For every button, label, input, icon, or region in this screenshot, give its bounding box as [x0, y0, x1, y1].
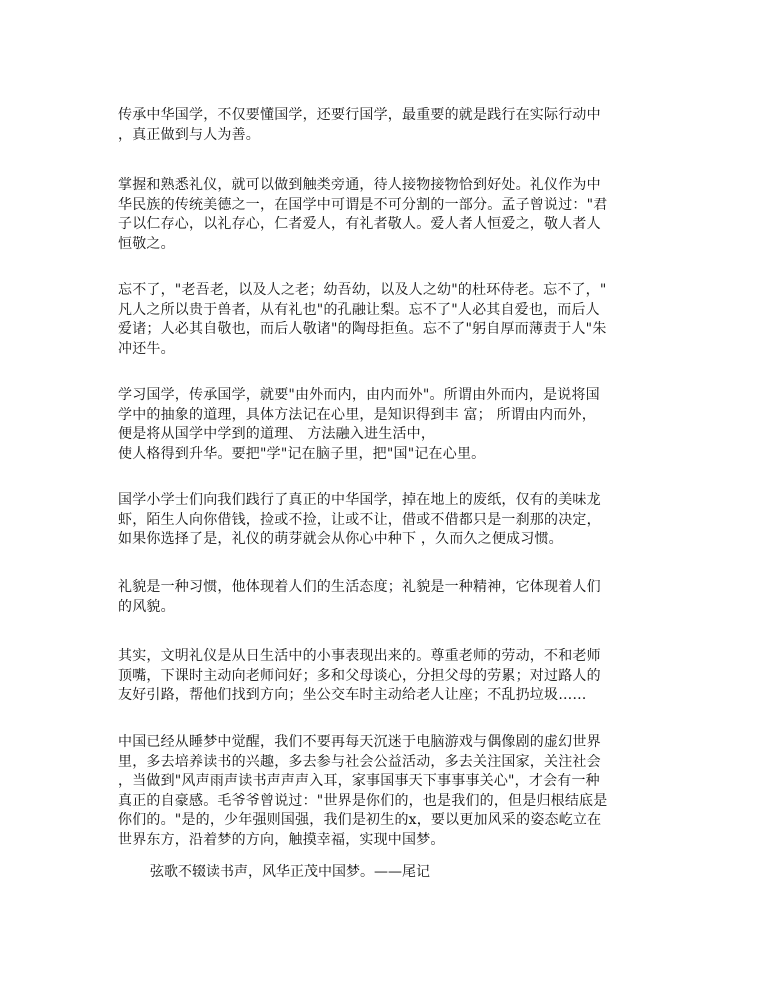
text-line: 其实，文明礼仪是从日生活中的小事表现出来的。尊重老师的劳动，不和老师: [118, 648, 601, 664]
text-line: 礼貌是一种习惯，他体现着人们的生活态度；礼貌是一种精神，它体现着人们: [118, 579, 601, 595]
closing-line: 弦歌不辍读书声，风华正茂中国梦。——尾记: [150, 864, 430, 880]
text-line: ，真正做到与人为善。: [118, 126, 260, 143]
text-line: 学中的抽象的道理，具体方法记在心里，是知识得到丰 富； 所谓由内而外，: [118, 406, 596, 423]
paragraph-3: [118, 281, 663, 359]
text-line: 真正的自豪感。毛爷爷曾说过："世界是你们的，也是我们的，但是归根结底是: [118, 792, 608, 809]
paragraph-5: [118, 491, 663, 550]
text-line: 冲还牛。: [118, 340, 175, 357]
paragraph-8: [118, 733, 663, 850]
text-line: 友好引路，帮他们找到方向；坐公交车时主动给老人让座；不乱扔垃圾……: [118, 687, 587, 703]
text-line: 中国已经从睡梦中觉醒，我们不要再每天沉迷于电脑游戏与偶像剧的虚幻世界: [118, 734, 601, 750]
text-line: 华民族的传统美德之一，在国学中可谓是不可分割的一部分。孟子曾说过："君: [118, 196, 608, 213]
text-line: 凡人之所以贵于兽者，从有礼也"的孔融让梨。忘不了"人必其自爱也，而后人: [118, 301, 600, 318]
text-line: 传承中华国学，不仅要懂国学，还要行国学，最重要的就是践行在实际行动中: [118, 107, 601, 123]
text-line: 国学小学士们向我们践行了真正的中华国学，掉在地上的废纸，仅有的美味龙: [118, 492, 601, 508]
text-line: 虾，陌生人向你借钱，捡或不捡，让或不让，借或不借都只是一刹那的决定，: [118, 511, 601, 528]
text-line: 你们的。"是的，少年强则国强，我们是初生的x，要以更加风采的姿态屹立在: [118, 812, 602, 828]
paragraph-7: [118, 647, 663, 706]
paragraph-4: [118, 386, 663, 464]
text-line: 子以仁存心，以礼存心，仁者爱人，有礼者敬人。爱人者人恒爱之，敬人者人: [118, 216, 601, 232]
text-line: 恒敬之。: [118, 235, 175, 252]
text-line: 的风貌。: [118, 598, 175, 615]
text-line: ，当做到"风声雨声读书声声声入耳，家事国事天下事事事关心"，才会有一种: [118, 773, 600, 789]
text-line: 便是将从国学中学到的道理、 方法融入进生活中，: [118, 426, 436, 442]
text-line: 里，多去培养读书的兴趣，多去参与社会公益活动，多去关注国家，关注社会: [118, 753, 601, 770]
paragraph-6: [118, 578, 663, 617]
text-line: 如果你选择了是，礼仪的萌芽就会从你心中种下 ，久而久之便成习惯。: [118, 531, 563, 547]
text-line: 世界东方，沿着梦的方向，触摸幸福，实现中国梦。: [118, 831, 445, 848]
text-line: 学习国学，传承国学，就要"由外而内，由内而外"。所谓由外而内，是说将国: [118, 387, 600, 403]
text-line: 忘不了，"老吾老，以及人之老；幼吾幼，以及人之幼"的杜环侍老。忘不了，": [118, 282, 607, 298]
paragraph-1: [118, 106, 663, 145]
text-line: 掌握和熟悉礼仪，就可以做到触类旁通，待人接物接物恰到好处。礼仪作为中: [118, 177, 601, 193]
text-line: 爱诸；人必其自敬也，而后人敬诸"的陶母拒鱼。忘不了"躬自厚而薄责于人"朱: [118, 321, 607, 337]
paragraph-2: [118, 176, 663, 254]
text-line: 顶嘴，下课时主动向老师问好；多和父母谈心，分担父母的劳累；对过路人的: [118, 667, 601, 684]
text-line: 使人格得到升华。要把"学"记在脑子里，把"国"记在心里。: [118, 445, 486, 462]
